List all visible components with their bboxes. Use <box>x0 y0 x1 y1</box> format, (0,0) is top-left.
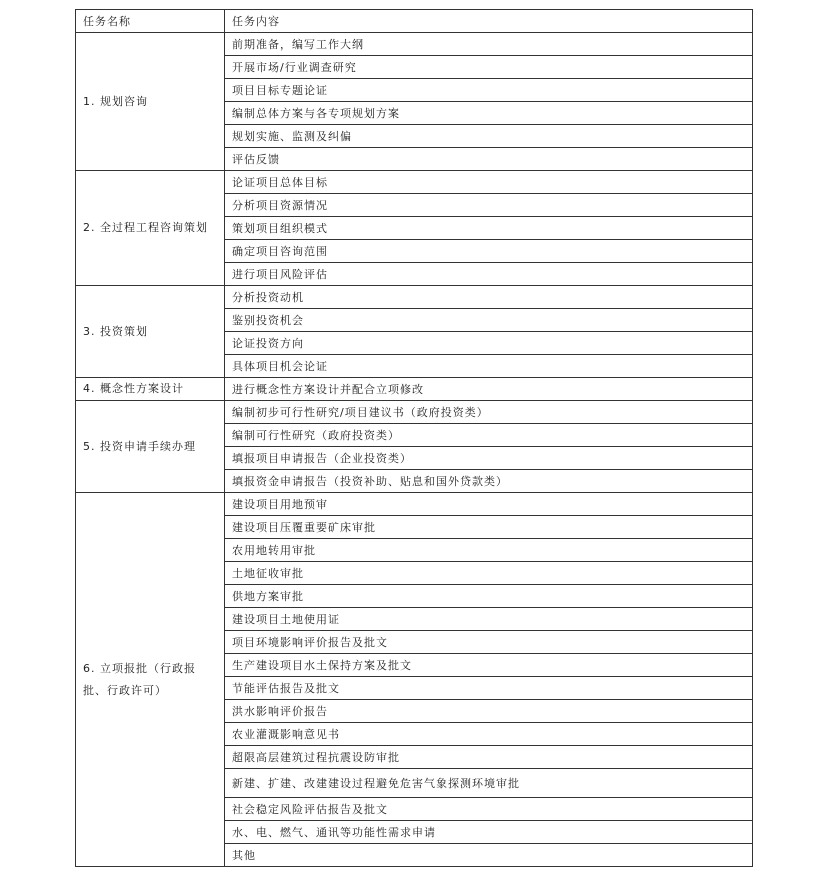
task-content-cell: 进行项目风险评估 <box>225 263 753 286</box>
task-content-cell: 填报资金申请报告（投资补助、贴息和国外贷款类） <box>225 470 753 493</box>
header-task-content: 任务内容 <box>225 10 753 33</box>
task-name-cell: 5. 投资申请手续办理 <box>76 401 225 493</box>
task-content-cell: 分析项目资源情况 <box>225 194 753 217</box>
task-content-cell: 建设项目压覆重要矿床审批 <box>225 516 753 539</box>
task-content-cell: 其他 <box>225 844 753 867</box>
task-content-cell: 策划项目组织模式 <box>225 217 753 240</box>
task-content-cell: 农用地转用审批 <box>225 539 753 562</box>
task-content-cell: 论证项目总体目标 <box>225 171 753 194</box>
table-row <box>76 286 753 309</box>
table-row <box>76 493 753 516</box>
task-content-cell: 项目环境影响评价报告及批文 <box>225 631 753 654</box>
task-content-cell: 分析投资动机 <box>225 286 753 309</box>
task-content-cell: 编制初步可行性研究/项目建议书（政府投资类） <box>225 401 753 424</box>
task-name-cell: 4. 概念性方案设计 <box>76 378 225 401</box>
task-table-body <box>76 10 753 867</box>
task-name-cell: 6. 立项报批（行政报批、行政许可） <box>76 493 225 867</box>
task-name-cell: 2. 全过程工程咨询策划 <box>76 171 225 286</box>
task-content-cell: 进行概念性方案设计并配合立项修改 <box>225 378 753 401</box>
task-content-cell: 前期准备，编写工作大纲 <box>225 33 753 56</box>
task-name-cell: 1. 规划咨询 <box>76 33 225 171</box>
task-content-cell: 节能评估报告及批文 <box>225 677 753 700</box>
header-task-name: 任务名称 <box>76 10 225 33</box>
task-content-cell: 具体项目机会论证 <box>225 355 753 378</box>
task-content-cell: 水、电、燃气、通讯等功能性需求申请 <box>225 821 753 844</box>
task-content-cell: 洪水影响评价报告 <box>225 700 753 723</box>
table-row <box>76 171 753 194</box>
task-content-cell: 规划实施、监测及纠偏 <box>225 125 753 148</box>
table-row <box>76 33 753 56</box>
task-content-cell: 确定项目咨询范围 <box>225 240 753 263</box>
table-row <box>76 401 753 424</box>
task-content-cell: 供地方案审批 <box>225 585 753 608</box>
task-content-cell: 填报项目申请报告（企业投资类） <box>225 447 753 470</box>
task-content-cell: 编制可行性研究（政府投资类） <box>225 424 753 447</box>
task-content-cell: 鉴别投资机会 <box>225 309 753 332</box>
table-row <box>76 378 753 401</box>
task-content-cell: 农业灌溉影响意见书 <box>225 723 753 746</box>
task-content-cell: 土地征收审批 <box>225 562 753 585</box>
task-content-cell: 编制总体方案与各专项规划方案 <box>225 102 753 125</box>
task-content-cell: 建设项目用地预审 <box>225 493 753 516</box>
header-row <box>76 10 753 33</box>
task-content-cell: 超限高层建筑过程抗震设防审批 <box>225 746 753 769</box>
task-content-cell: 生产建设项目水土保持方案及批文 <box>225 654 753 677</box>
task-name-cell: 3. 投资策划 <box>76 286 225 378</box>
task-content-cell: 社会稳定风险评估报告及批文 <box>225 798 753 821</box>
task-content-cell: 开展市场/行业调查研究 <box>225 56 753 79</box>
task-content-cell: 项目目标专题论证 <box>225 79 753 102</box>
task-content-cell: 建设项目土地使用证 <box>225 608 753 631</box>
task-content-cell: 新建、扩建、改建建设过程避免危害气象探测环境审批 <box>225 769 753 798</box>
task-content-cell: 论证投资方向 <box>225 332 753 355</box>
task-content-cell: 评估反馈 <box>225 148 753 171</box>
task-table <box>75 9 753 867</box>
